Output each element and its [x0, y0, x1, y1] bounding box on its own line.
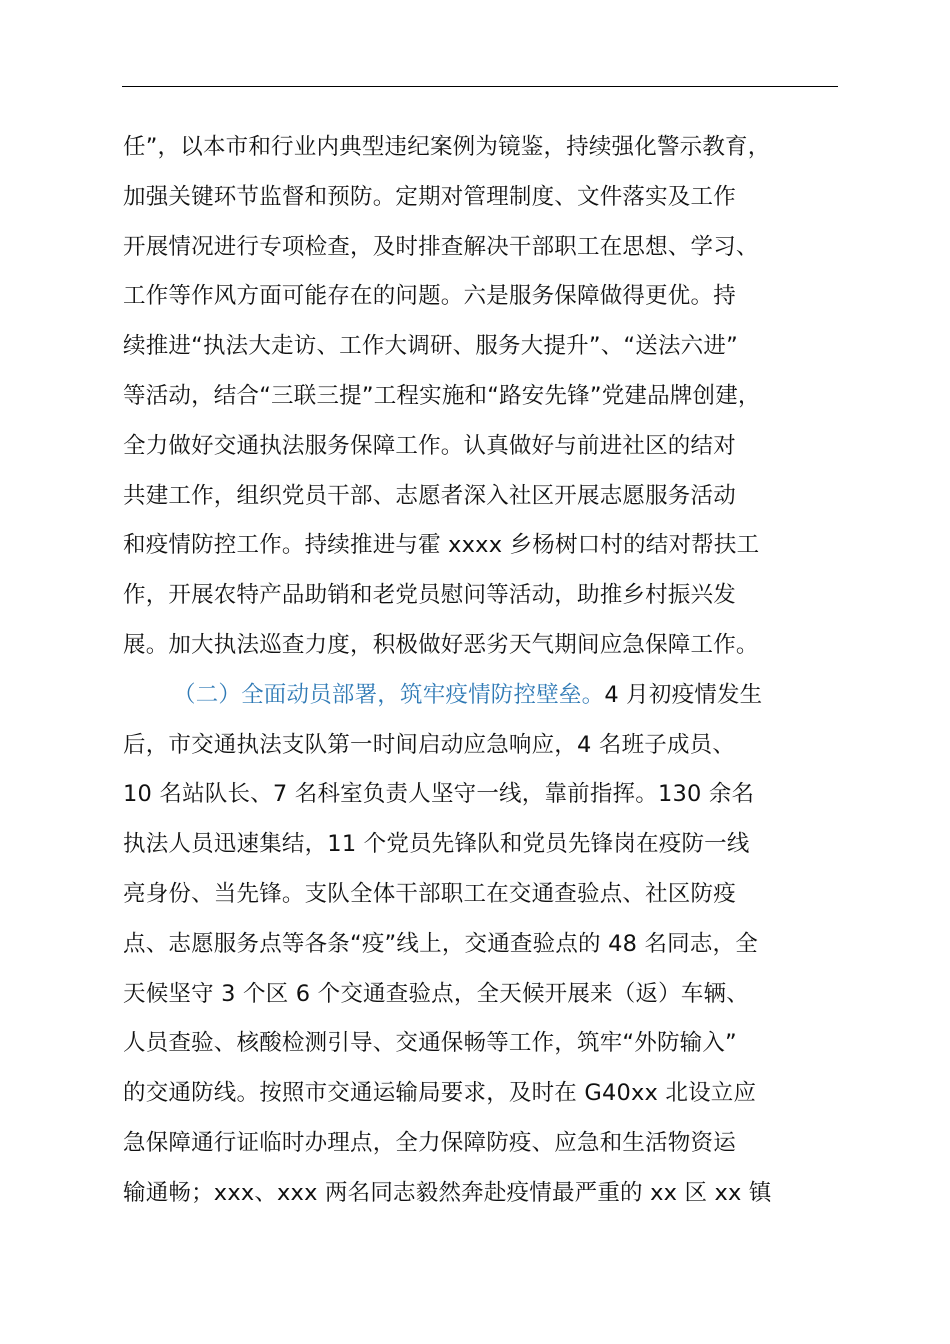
paragraph-line: 亮身份、当先锋。支队全体干部职工在交通查验点、社区防疫: [123, 880, 736, 907]
paragraph-line: 和疫情防控工作。持续推进与霍 xxxx 乡杨树口村的结对帮扶工: [123, 532, 760, 559]
paragraph-line: 开展情况进行专项检查，及时排查解决干部职工在思想、学习、: [123, 233, 759, 260]
paragraph-line: 的交通防线。按照市交通运输局要求，及时在 G40xx 北设立应: [123, 1080, 757, 1107]
paragraph-line: 等活动，结合“三联三提”工程实施和“路安先锋”党建品牌创建，: [123, 382, 761, 409]
body-text: [123, 123, 863, 1219]
header-rule: [122, 86, 838, 87]
paragraph-line: 续推进“执法大走访、工作大调研、服务大提升”、“送法六进”: [123, 333, 738, 360]
paragraph-line: 点、志愿服务点等各条“疫”线上，交通查验点的 48 名同志，全: [123, 930, 758, 957]
paragraph-line: 输通畅；xxx、xxx 两名同志毅然奔赴疫情最严重的 xx 区 xx 镇: [123, 1179, 772, 1206]
paragraph-line: 后，市交通执法支队第一时间启动应急响应，4 名班子成员、: [123, 731, 736, 758]
paragraph-line: 作，开展农特产品助销和老党员慰问等活动，助推乡村振兴发: [123, 582, 736, 609]
paragraph-line: 共建工作，组织党员干部、志愿者深入社区开展志愿服务活动: [123, 482, 736, 509]
paragraph-line: 加强关键环节监督和预防。定期对管理制度、文件落实及工作: [123, 183, 736, 210]
paragraph-line: 天候坚守 3 个区 6 个交通查验点，全天候开展来（返）车辆、: [123, 980, 749, 1007]
paragraph-line: 执法人员迅速集结，11 个党员先锋队和党员先锋岗在疫防一线: [123, 831, 750, 858]
paragraph-line: 全力做好交通执法服务保障工作。认真做好与前进社区的结对: [123, 432, 736, 459]
section-first-line-text: 4 月初疫情发生: [604, 681, 763, 708]
paragraph-line: 人员查验、核酸检测引导、交通保畅等工作，筑牢“外防输入”: [123, 1030, 737, 1057]
paragraph-line: 任”，以本市和行业内典型违纪案例为镜鉴，持续强化警示教育，: [123, 134, 771, 160]
paragraph-line: 工作等作风方面可能存在的问题。六是服务保障做得更优。持: [123, 283, 736, 310]
paragraph-line: 展。加大执法巡查力度，积极做好恶劣天气期间应急保障工作。: [123, 631, 759, 658]
section-first-line: [123, 671, 863, 721]
paragraph-line: 急保障通行证临时办理点，全力保障防疫、应急和生活物资运: [123, 1129, 736, 1156]
section-heading: （二）全面动员部署，筑牢疫情防控壁垒。: [173, 681, 605, 708]
paragraph-line: 10 名站队长、7 名科室负责人坚守一线，靠前指挥。130 余名: [123, 781, 755, 808]
